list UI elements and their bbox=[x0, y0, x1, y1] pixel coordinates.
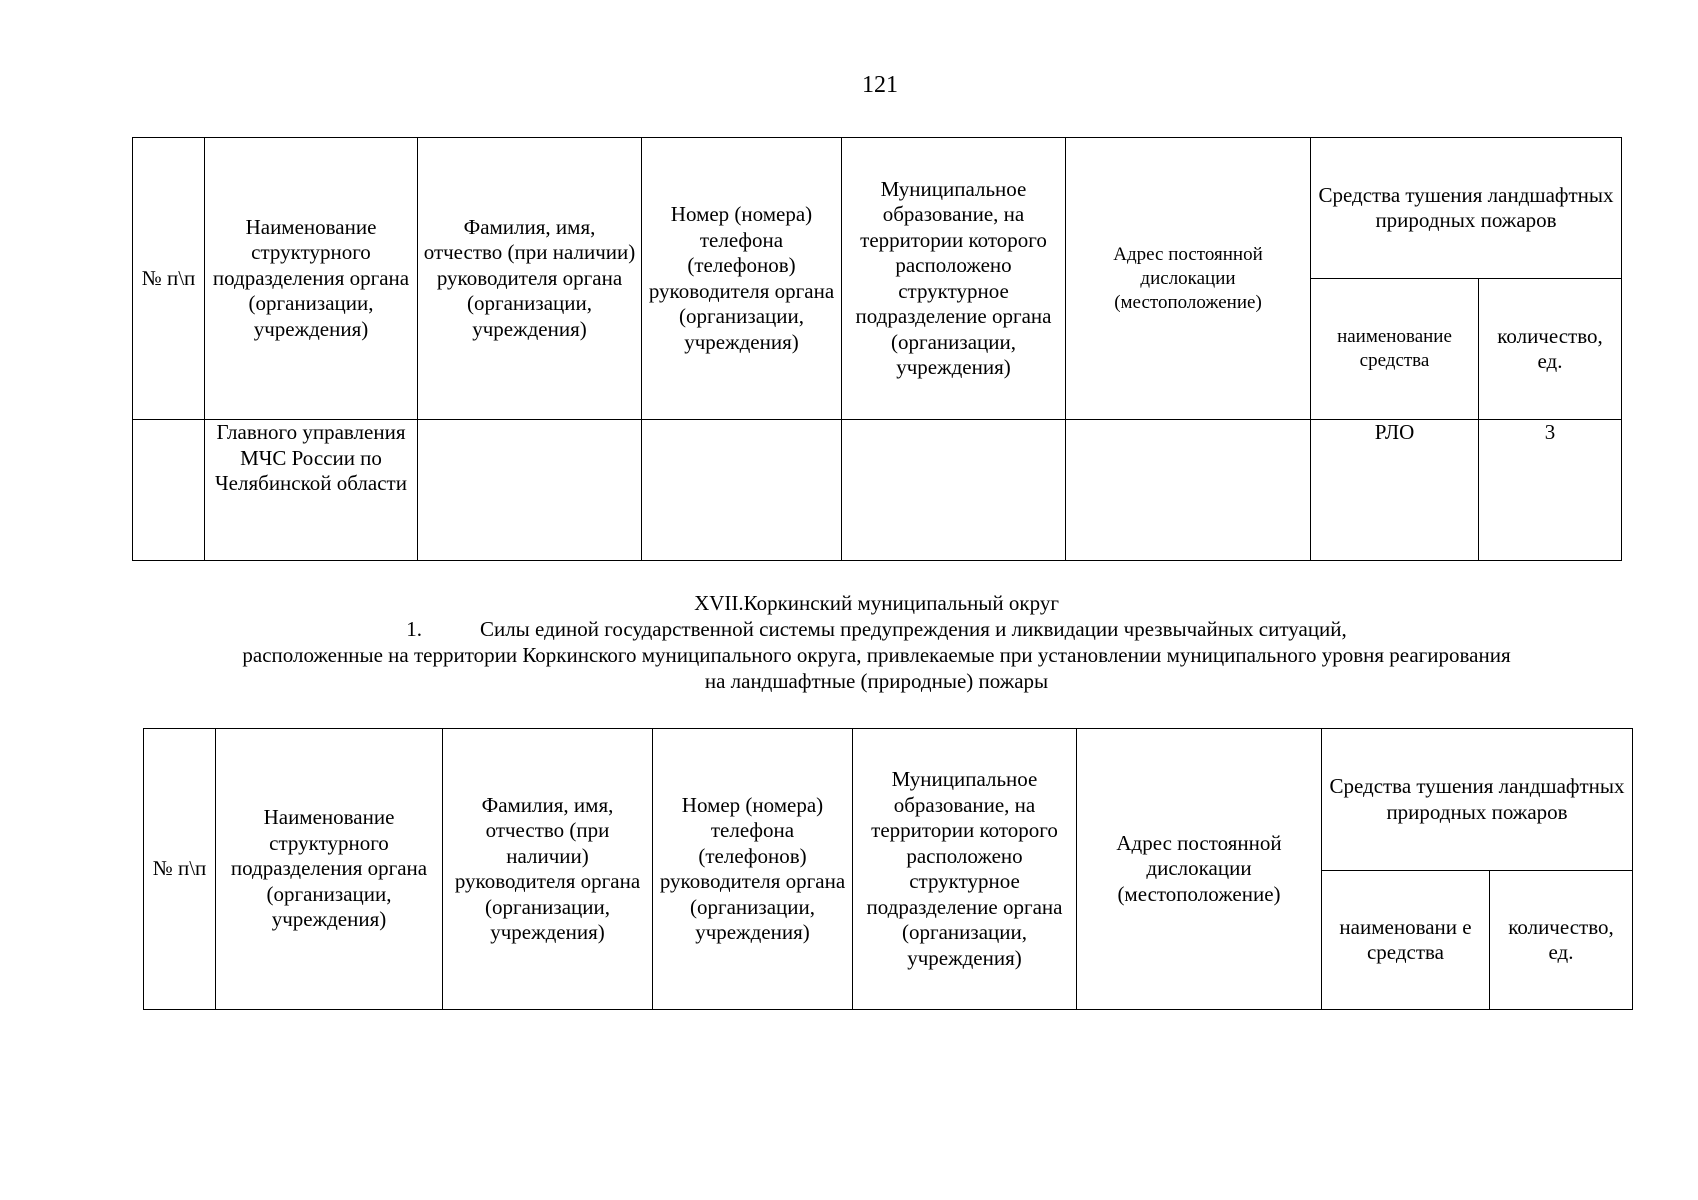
section-heading bbox=[132, 590, 1621, 694]
header-row bbox=[144, 729, 1633, 871]
section-item-number: 1. bbox=[406, 617, 422, 641]
cell-phone bbox=[642, 420, 842, 561]
col-header-fio: Фамилия, имя, отчество (при наличии) руководителя органа (организации, учреждения) bbox=[443, 729, 653, 1010]
table-row bbox=[133, 420, 1622, 561]
forces-table-top bbox=[132, 137, 1622, 561]
cell-means-name: РЛО bbox=[1311, 420, 1479, 561]
col-header-address: Адрес постоянной дислокации (местоположение) bbox=[1077, 729, 1322, 1010]
cell-name: Главного управления МЧС России по Челябинской области bbox=[205, 420, 418, 561]
col-header-means: Средства тушения ландшафтных природных пожаров bbox=[1311, 138, 1622, 279]
col-header-means-qty: количество, ед. bbox=[1490, 871, 1633, 1010]
col-header-means-qty: количество, ед. bbox=[1479, 279, 1622, 420]
cell-address bbox=[1066, 420, 1311, 561]
cell-means-qty: 3 bbox=[1479, 420, 1622, 561]
col-header-address: Адрес постоянной дислокации (местоположение) bbox=[1066, 138, 1311, 420]
section-item bbox=[132, 616, 1621, 642]
col-header-municipality: Муниципальное образование, на территории которого расположено структурное подразделение органа (организации, учреждения) bbox=[842, 138, 1066, 420]
forces-table-korkino bbox=[143, 728, 1633, 1010]
col-header-municipality: Муниципальное образование, на территории которого расположено структурное подразделение органа (организации, учреждения) bbox=[853, 729, 1077, 1010]
col-header-phone: Номер (номера) телефона (телефонов) руководителя органа (организации, учреждения) bbox=[653, 729, 853, 1010]
cell-fio bbox=[418, 420, 642, 561]
col-header-number: № п\п bbox=[133, 138, 205, 420]
section-title: XVII.Коркинский муниципальный округ bbox=[694, 591, 1059, 615]
section-line-3: на ландшафтные (природные) пожары bbox=[704, 669, 1049, 693]
page-number: 121 bbox=[862, 72, 898, 98]
col-header-fio: Фамилия, имя, отчество (при наличии) руководителя органа (организации, учреждения) bbox=[418, 138, 642, 420]
cell-number bbox=[133, 420, 205, 561]
col-header-means: Средства тушения ландшафтных природных пожаров bbox=[1322, 729, 1633, 871]
col-header-means-name: наименовани е средства bbox=[1322, 871, 1490, 1010]
cell-municipality bbox=[842, 420, 1066, 561]
col-header-name: Наименование структурного подразделения органа (организации, учреждения) bbox=[205, 138, 418, 420]
header-row bbox=[133, 138, 1622, 279]
section-item-text: Силы единой государственной системы предупреждения и ликвидации чрезвычайных ситуаций, bbox=[479, 617, 1347, 641]
col-header-number: № п\п bbox=[144, 729, 216, 1010]
col-header-name: Наименование структурного подразделения органа (организации, учреждения) bbox=[216, 729, 443, 1010]
col-header-phone: Номер (номера) телефона (телефонов) руководителя органа (организации, учреждения) bbox=[642, 138, 842, 420]
section-line-2: расположенные на территории Коркинского муниципального округа, привлекаемые при установлении муниципального уровня реагирования bbox=[242, 643, 1511, 667]
col-header-means-name: наименование средства bbox=[1311, 279, 1479, 420]
